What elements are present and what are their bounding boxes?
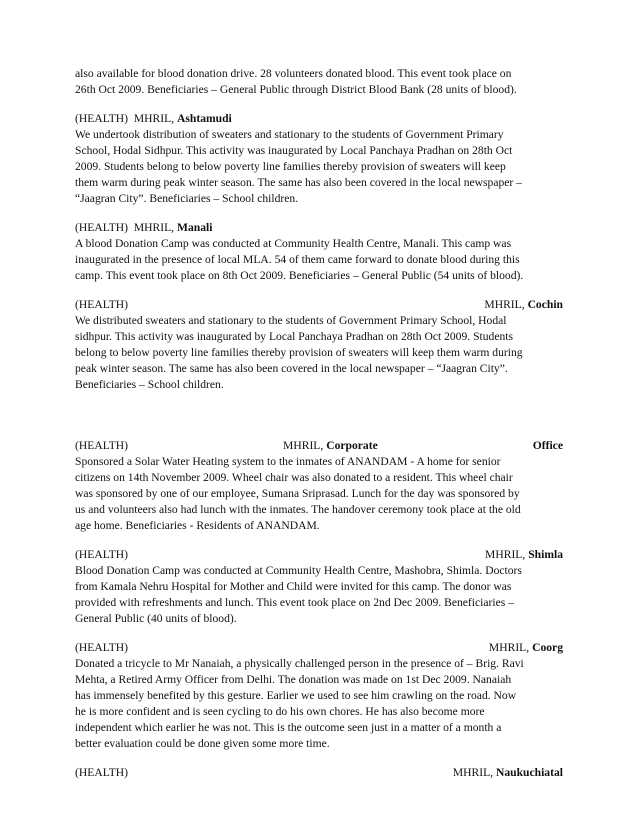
section-location: Manali bbox=[177, 221, 213, 234]
body-line: sidhpur. This activity was inaugurated by Local Panchaya Pradhan on 28th Oct 2009. Students bbox=[75, 330, 514, 343]
section-category: (HEALTH) bbox=[75, 439, 129, 452]
body-line: 2009. Students belong to below poverty line families thereby provision of sweaters will keep bbox=[75, 160, 506, 173]
body-line: was sponsored by one of our employee, Sumana Sriprasad. Lunch for the day was sponsored by bbox=[75, 487, 520, 500]
body-line: has immensely benefited by this gesture. Earlier we used to see him crawling on the road. Now bbox=[75, 689, 517, 702]
document-page bbox=[75, 66, 563, 781]
section-category: (HEALTH) bbox=[75, 112, 129, 125]
body-line: inaugurated in the presence of local MLA. 54 of them came forward to donate blood during this bbox=[75, 253, 520, 266]
section-org: MHRIL, bbox=[488, 641, 530, 654]
body-line: age home. Beneficiaries - Residents of ANANDAM. bbox=[75, 519, 320, 532]
section-heading bbox=[75, 765, 563, 781]
body-line: Sponsored a Solar Water Heating system to the inmates of ANANDAM - A home for senior bbox=[75, 455, 501, 468]
body-line: belong to below poverty line families thereby provision of sweaters will keep them warm during bbox=[75, 346, 523, 359]
section-org: MHRIL, bbox=[484, 298, 525, 311]
section-location: Cochin bbox=[527, 298, 563, 311]
section-category: (HEALTH) bbox=[75, 298, 129, 311]
section-category: (HEALTH) bbox=[75, 221, 129, 234]
body-line: We undertook distribution of sweaters and stationary to the students of Government Primary bbox=[75, 128, 504, 141]
intro-line: 26th Oct 2009. Beneficiaries – General Public through District Blood Bank (28 units of blood). bbox=[75, 83, 517, 96]
body-line: camp. This event took place on 8th Oct 2009. Beneficiaries – General Public (54 units of blood). bbox=[75, 269, 524, 282]
body-line: We distributed sweaters and stationary to the students of Government Primary School, Hodal bbox=[75, 314, 507, 327]
body-line: from Kamala Nehru Hospital for Mother and Child were invited for this camp. The donor was bbox=[75, 580, 512, 593]
intro-line: also available for blood donation drive. 28 volunteers donated blood. This event took place on bbox=[75, 67, 512, 80]
body-line: citizens on 14th November 2009. Wheel chair was also donated to a resident. This wheel chair bbox=[75, 471, 513, 484]
body-line: General Public (40 units of blood). bbox=[75, 612, 237, 625]
section-category: (HEALTH) bbox=[75, 766, 129, 779]
body-line: better evaluation could be done given some more time. bbox=[75, 737, 330, 750]
body-line: independent which earlier he was not. This is the outcome seen just in a matter of a month a bbox=[75, 721, 502, 734]
body-line: them warm during peak winter season. The same has also been covered in the local newspaper – bbox=[75, 176, 522, 189]
section-org: MHRIL, bbox=[485, 548, 526, 561]
body-line: provided with refreshments and lunch. This event took place on 2nd Dec 2009. Beneficiaries – bbox=[75, 596, 514, 609]
body-line: A blood Donation Camp was conducted at Community Health Centre, Manali. This camp was bbox=[75, 237, 512, 250]
section-org: MHRIL, bbox=[283, 439, 324, 452]
body-line: peak winter season. The same has also been covered in the local newspaper – “Jaagran City”. bbox=[75, 362, 508, 375]
section-heading bbox=[75, 640, 563, 656]
section-heading bbox=[75, 220, 563, 236]
section-location-suffix: Office bbox=[532, 439, 563, 452]
body-line: Blood Donation Camp was conducted at Community Health Centre, Mashobra, Shimla. Doctors bbox=[75, 564, 522, 577]
section-location: Naukuchiatal bbox=[495, 766, 563, 779]
section-heading bbox=[75, 438, 563, 454]
section-heading bbox=[75, 297, 563, 313]
body-line: Beneficiaries – School children. bbox=[75, 378, 224, 391]
section-location: Corporate bbox=[326, 439, 378, 452]
body-line: “Jaagran City”. Beneficiaries – School children. bbox=[75, 192, 299, 205]
section-category: (HEALTH) bbox=[75, 548, 129, 561]
body-line: he is more confident and is seen cycling to do his own chores. He has also become more bbox=[75, 705, 485, 718]
section-location: Ashtamudi bbox=[177, 112, 232, 125]
section-heading bbox=[75, 111, 563, 127]
body-line: us and volunteers also had lunch with the inmates. The handover ceremony took place at the old bbox=[75, 503, 521, 516]
body-line: School, Hodal Sidhpur. This activity was inaugurated by Local Panchaya Pradhan on 28th Oct bbox=[75, 144, 513, 157]
section-org: MHRIL, bbox=[133, 221, 175, 234]
section-location: Coorg bbox=[532, 641, 563, 654]
body-line: Mehta, a Retired Army Officer from Delhi. The donation was made on 1st Dec 2009. Nanaiah bbox=[75, 673, 512, 686]
body-line: Donated a tricycle to Mr Nanaiah, a physically challenged person in the presence of – Brig. Ravi bbox=[75, 657, 524, 670]
section-heading bbox=[75, 547, 563, 563]
section-org: MHRIL, bbox=[133, 112, 175, 125]
section-category: (HEALTH) bbox=[75, 641, 129, 654]
section-org: MHRIL, bbox=[452, 766, 494, 779]
section-location: Shimla bbox=[528, 548, 563, 561]
